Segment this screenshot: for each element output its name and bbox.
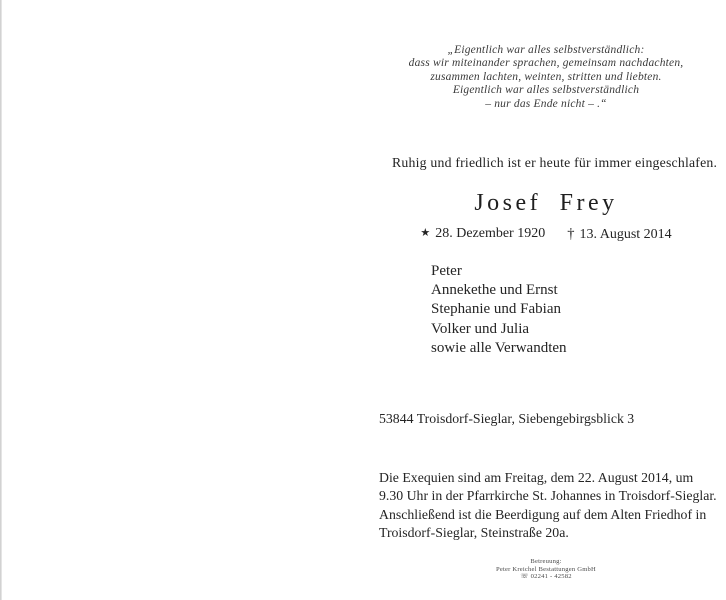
death-date-group [567,226,671,243]
mourner-name: Volker und Julia [431,320,530,337]
mourner-name: Peter [431,263,462,279]
birth-star-icon: ★ [420,227,431,239]
quote-line: „Eigentlich war alles selbstverständlich: [447,44,645,56]
scan-edge-artifact [0,0,2,600]
phone-icon: ☏ [520,573,529,581]
footer-label: Betreuung: [530,558,562,565]
mourner-name: Stephanie und Fabian [431,301,561,318]
life-dates [368,226,724,243]
phone-number: 02241 - 42582 [530,573,572,581]
service-details [379,469,717,543]
service-line: Anschließend ist die Beerdigung auf dem Alten Friedhof in [379,506,707,522]
death-cross-icon: † [567,226,575,242]
phone-line [368,573,724,581]
announcement-text: Ruhig und friedlich ist er heute für immer eingeschlafen. [392,155,718,170]
quote-line: dass wir miteinander sprachen, gemeinsam nachdachten, [408,57,684,70]
service-line: Troisdorf-Sieglar, Steinstraße 20a. [379,525,569,541]
birth-date-group [420,226,545,243]
quote-block [368,44,724,111]
deceased-name: Josef Frey [474,190,618,216]
birth-date: 28. Dezember 1920 [435,226,546,241]
mourner-name: sowie alle Verwandten [431,339,567,356]
quote-line: – nur das Ende nicht – .“ [485,97,607,110]
quote-line: zusammen lachten, weinten, stritten und liebten. [430,70,662,83]
address-text: 53844 Troisdorf-Sieglar, Siebengebirgsblick 3 [379,411,635,426]
funeral-home-footer [368,558,724,581]
service-line: 9.30 Uhr in der Pfarrkirche St. Johannes in Troisdorf-Sieglar. [379,488,717,504]
funeral-home-name: Peter Kreichel Bestattungen GmbH [496,565,596,573]
mourners-list [431,262,567,358]
service-line: Die Exequien sind am Freitag, dem 22. August 2014, um [379,470,694,485]
mourner-name: Annekethe und Ernst [431,282,558,299]
death-date: 13. August 2014 [579,227,672,242]
quote-line: Eigentlich war alles selbstverständlich [452,84,640,97]
